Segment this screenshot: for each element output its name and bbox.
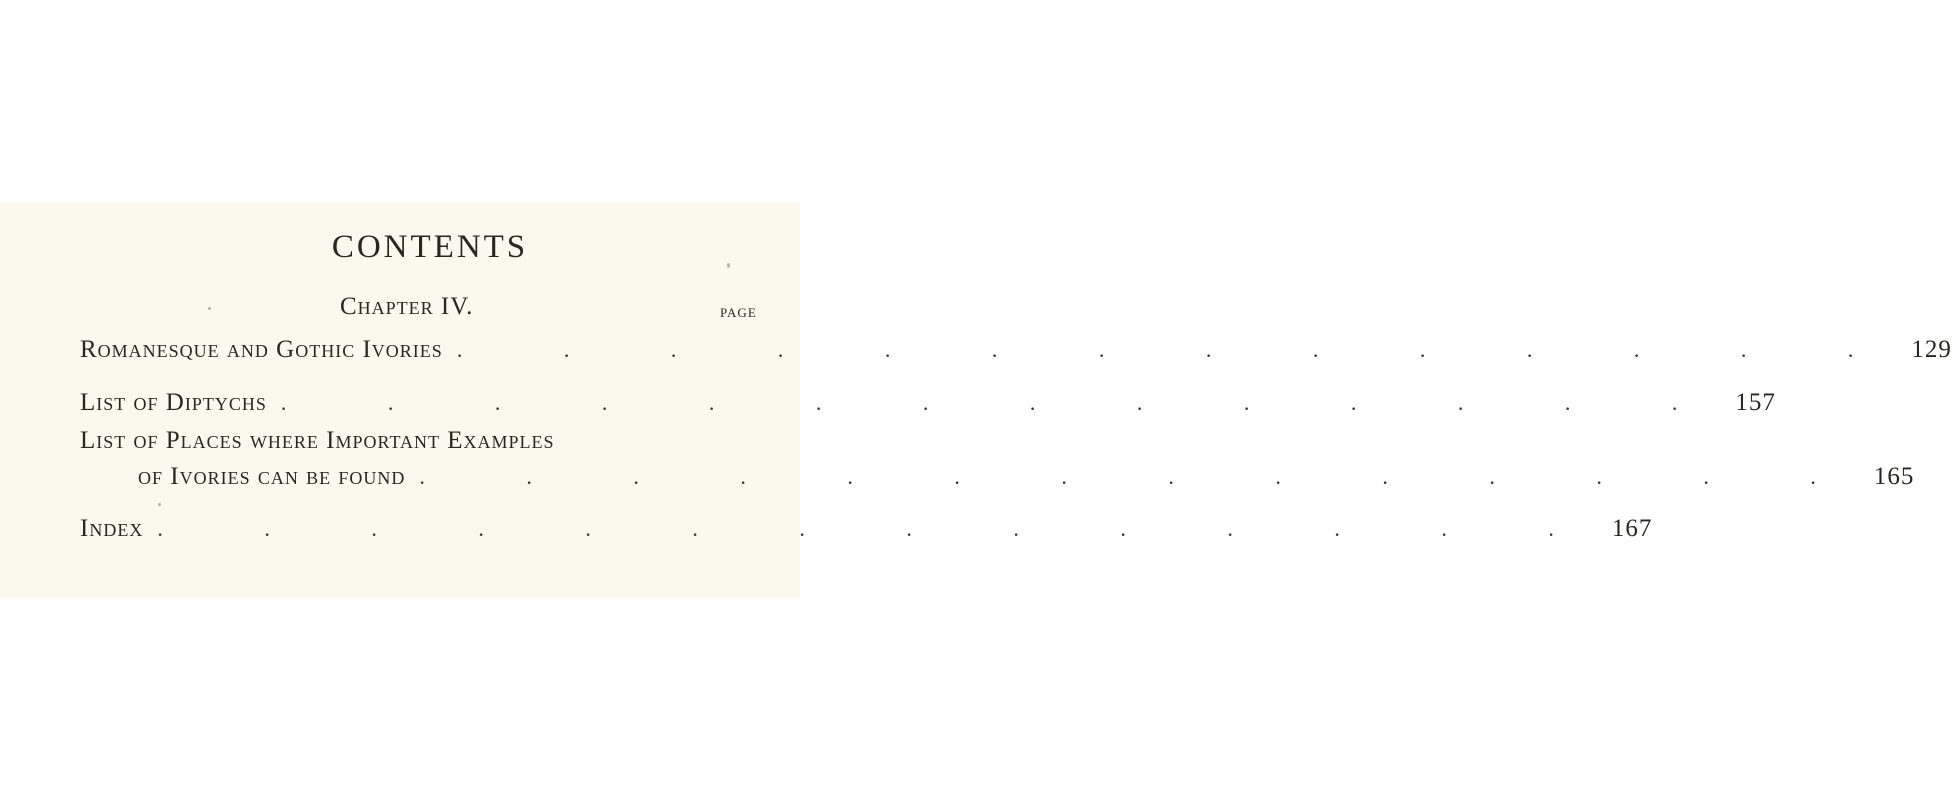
chapter-label: Chapter IV. [340, 293, 474, 320]
toc-entry [80, 389, 1776, 419]
toc-entry-title: Romanesque and Gothic Ivories [80, 336, 443, 363]
toc-entry-page: 157 [1735, 389, 1776, 416]
book-page [0, 203, 1952, 598]
dot-leader: . . . . . . . . . . . . . . [456, 337, 1902, 362]
toc-entry-title: List of Diptychs [80, 389, 267, 416]
page-column-label: page [720, 301, 757, 322]
toc-entry-page: 167 [1611, 515, 1653, 542]
dot-leader: . . . . . . . . . . . . . . [157, 516, 1602, 541]
toc-entry-title-line2: of Ivories can be found [138, 463, 406, 490]
dot-leader: . . . . . . . . . . . . . . [280, 390, 1726, 415]
dot-leader: . . . . . . . . . . . . . . [419, 464, 1864, 489]
toc-entry [138, 463, 1915, 493]
toc-entry-title-line1: List of Places where Important Examples [80, 427, 555, 454]
toc-entry-page: 165 [1873, 463, 1915, 490]
contents-heading: CONTENTS [331, 229, 529, 265]
paper-speck [158, 503, 161, 506]
toc-entry [80, 336, 1952, 366]
toc-entry-title: Index [80, 515, 144, 542]
paper-speck [208, 307, 211, 310]
toc-entry [80, 515, 1653, 545]
toc-entry-page: 129 [1911, 336, 1952, 363]
